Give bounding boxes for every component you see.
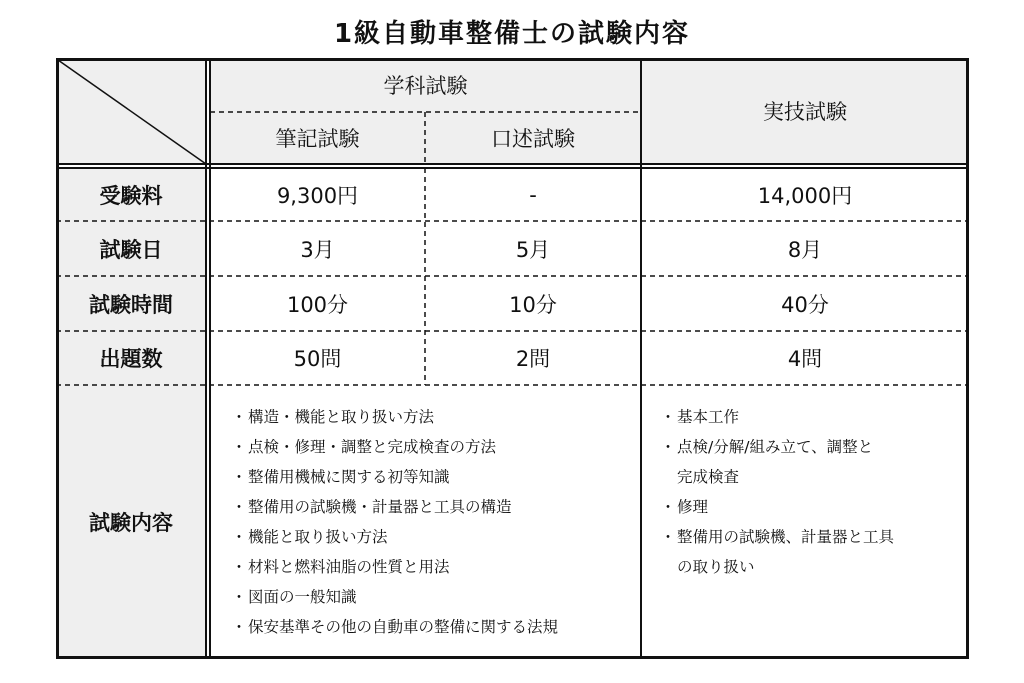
list-item: ・保安基準その他の自動車の整備に関する法規 xyxy=(231,618,559,636)
page-title: 1級自動車整備士の試験内容 xyxy=(333,19,691,49)
corner-cell xyxy=(56,58,206,164)
date-hikki: 3月 xyxy=(300,237,335,262)
questions-jitsugi: 4問 xyxy=(787,347,823,371)
fee-koujutsu: - xyxy=(529,182,537,207)
list-item: 完成検査 xyxy=(677,468,740,486)
duration-jitsugi: 40分 xyxy=(781,292,829,317)
content-jitsugi xyxy=(641,385,969,659)
list-item: ・図面の一般知識 xyxy=(231,588,357,606)
duration-hikki: 100分 xyxy=(286,292,349,317)
list-item: ・点検・修理・調整と完成検査の方法 xyxy=(231,438,497,456)
list-item: ・整備用機械に関する初等知識 xyxy=(231,468,450,486)
duration-koujutsu: 10分 xyxy=(509,292,557,317)
row-label-date: 試験日 xyxy=(56,221,206,276)
date-jitsugi: 8月 xyxy=(787,237,823,262)
list-item: ・材料と燃料油脂の性質と用法 xyxy=(231,558,450,576)
header-jitsugi: 実技試験 xyxy=(641,58,969,164)
row-label-duration: 試験時間 xyxy=(56,276,206,331)
fee-hikki: 9,300円 xyxy=(276,183,359,208)
list-item: ・構造・機能と取り扱い方法 xyxy=(231,408,435,426)
list-item: ・機能と取り扱い方法 xyxy=(231,528,388,546)
list-item: ・基本工作 xyxy=(660,408,740,426)
row-label-questions: 出題数 xyxy=(56,331,206,385)
list-item: ・点検/分解/組み立て、調整と xyxy=(660,438,874,456)
list-item: の取り扱い xyxy=(677,558,755,576)
header-koujutsu: 口述試験 xyxy=(425,112,641,164)
row-label-fee: 受験料 xyxy=(56,168,206,221)
date-koujutsu: 5月 xyxy=(515,237,551,262)
list-item: ・整備用の試験機、計量器と工具 xyxy=(660,528,895,546)
content-gakka xyxy=(210,385,641,659)
list-item: ・修理 xyxy=(660,498,709,516)
list-item: ・整備用の試験機・計量器と工具の構造 xyxy=(231,498,512,516)
questions-koujutsu: 2問 xyxy=(515,347,551,371)
header-hikki: 筆記試験 xyxy=(210,112,425,164)
questions-hikki: 50問 xyxy=(293,347,342,371)
row-label-content: 試験内容 xyxy=(56,385,206,659)
header-gakka: 学科試験 xyxy=(210,58,641,112)
fee-jitsugi: 14,000円 xyxy=(757,183,853,208)
exam-table xyxy=(56,58,969,659)
